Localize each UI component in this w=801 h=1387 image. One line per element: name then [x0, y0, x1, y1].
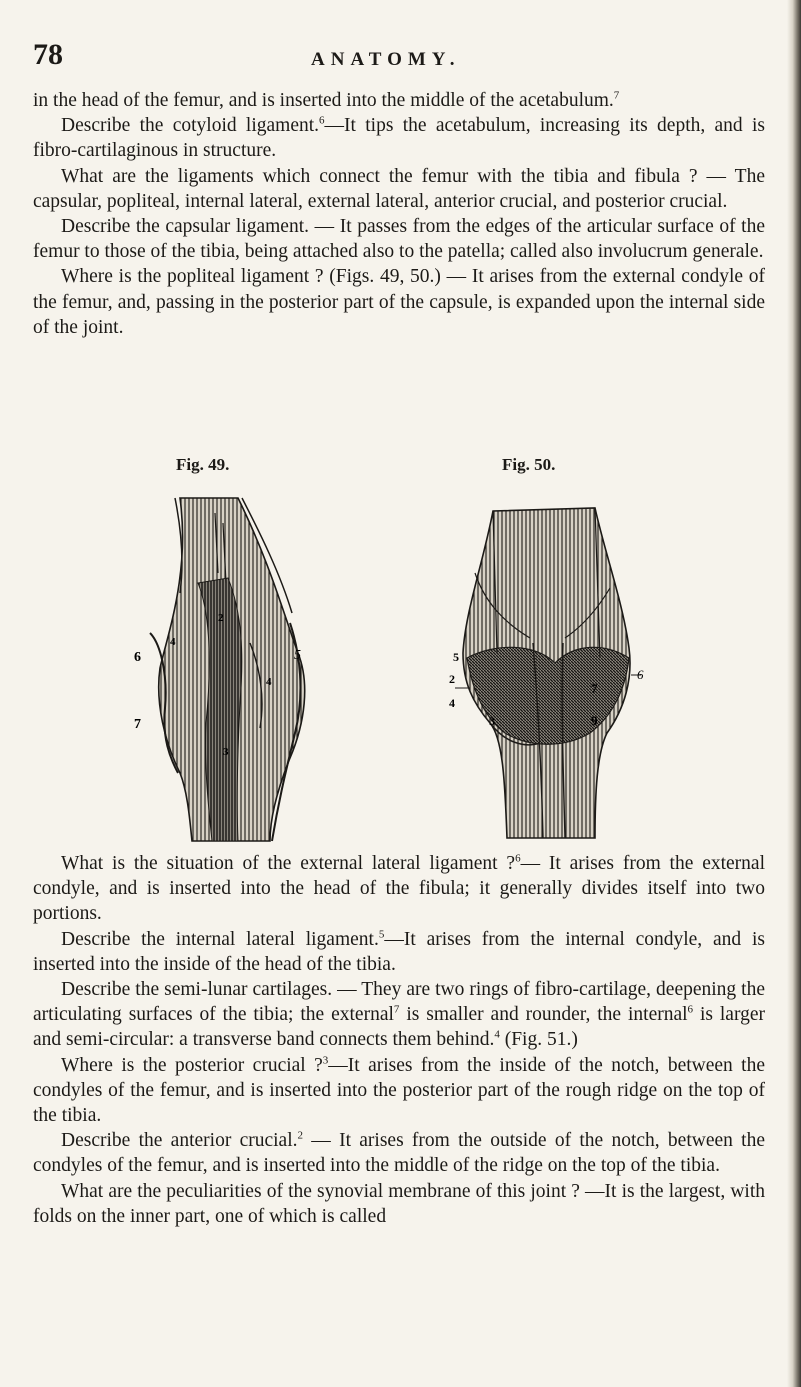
fig50-label: Fig. 50. [502, 455, 556, 474]
fig50-label-3: 3 [489, 714, 495, 728]
page-edge [787, 0, 801, 1387]
fig49-label-4b: 4 [266, 676, 272, 688]
paragraph-external-lateral: What is the situation of the external lateral ligament ?$^6$— It arises from the external condyle, and is inserted into the head of the fibula; it generally divides itself into two portions. [33, 852, 765, 925]
fig49-label-6: 6 [134, 650, 141, 665]
fig50-label-4: 4 [449, 696, 455, 710]
fig50-label-9: 9 [591, 713, 598, 728]
paragraph-anterior-crucial: Describe the anterior crucial.$^2$ — It arises from the outside of the notch, between the condyles of the femur, and is inserted into the middle of the ridge on the top of the tibia. [33, 1129, 765, 1177]
paragraph-femur-head: in the head of the femur, and is inserted into the middle of the acetabulum.$^7$ [33, 89, 620, 111]
page-number: 78 [33, 38, 63, 71]
fig50-label-2: 2 [449, 672, 455, 686]
fig50-drawing [455, 508, 641, 838]
fig49-label-4a: 4 [170, 636, 176, 648]
paragraph-synovial: What are the peculiarities of the synovial membrane of this joint ? —It is the largest, with folds on the inner part, one of which is called [33, 1180, 765, 1227]
fig49-label-5: 5 [294, 648, 301, 663]
paragraph-posterior-crucial: Where is the posterior crucial ?$^3$—It arises from the inside of the notch, between the condyles of the femur, and is inserted into the posterior part of the rough ridge on the top of the tibia. [33, 1054, 765, 1127]
fig49-drawing [150, 498, 305, 841]
paragraph-cotyloid: Describe the cotyloid ligament.$^6$—It tips the acetabulum, increasing its depth, and is fibro-cartilaginous in structure. [33, 114, 765, 162]
top-text-block [33, 88, 765, 340]
bottom-text-block [33, 851, 765, 1229]
paragraph-ligaments-list: What are the ligaments which connect the femur with the tibia and fibula ? — The capsular, popliteal, internal lateral, external lateral, anterior crucial, and posterior crucial. [33, 165, 765, 212]
figure-49-knee-ligaments [120, 493, 340, 843]
fig50-label-5: 5 [453, 650, 459, 664]
fig50-label-6: 6 [637, 667, 644, 682]
paragraph-semilunar: Describe the semi-lunar cartilages. — They are two rings of fibro-cartilage, deepening the articulating surfaces of the tibia; the external$^7$ is smaller and rounder, the internal$^6$ is larger and semi-circular: a transverse band connects them behind.$^4$ (Fig. 51.) [33, 979, 765, 1051]
fig49-label-3: 3 [223, 746, 229, 758]
fig50-label-7: 7 [591, 681, 598, 696]
paragraph-popliteal: Where is the popliteal ligament ? (Figs. 49, 50.) — It arises from the external condyle of the femur, and, passing in the posterior part of the capsule, is expanded upon the internal side of the joint. [33, 266, 765, 338]
fig49-label-2: 2 [218, 612, 224, 624]
figure-50-knee-ligaments [445, 493, 650, 843]
fig49-label: Fig. 49. [176, 455, 230, 474]
paragraph-internal-lateral: Describe the internal lateral ligament.$^5$—It arises from the internal condyle, and is inserted into the inside of the head of the tibia. [33, 928, 766, 975]
page-header [33, 38, 733, 78]
running-head: ANATOMY. [311, 49, 461, 70]
fig49-label-7: 7 [134, 717, 141, 732]
paragraph-capsular: Describe the capsular ligament. — It passes from the edges of the articular surface of the femur to those of the tibia, being attached also to the patella; called also involucrum generale. [33, 216, 765, 263]
